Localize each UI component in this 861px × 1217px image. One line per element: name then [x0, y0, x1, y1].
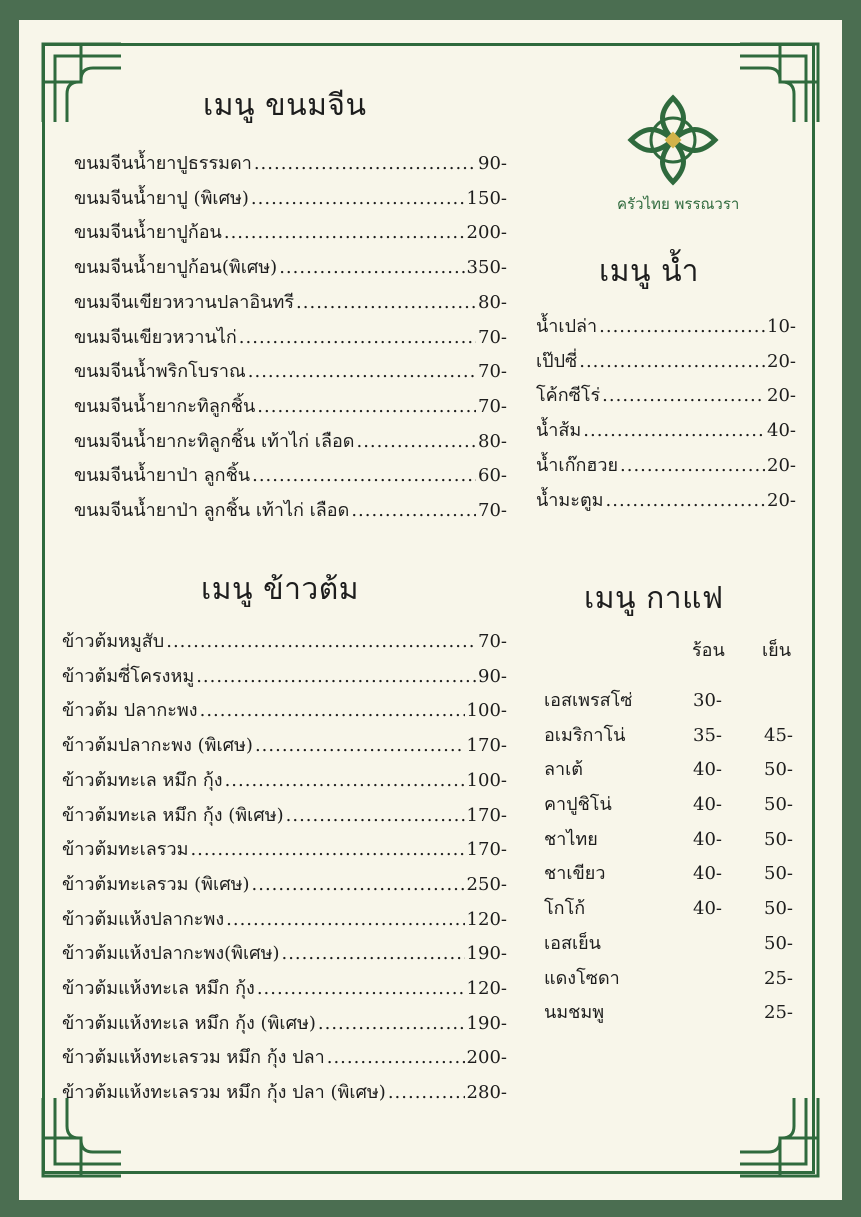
item-price: 20- [767, 454, 796, 476]
item-price: 10- [767, 316, 796, 337]
item-name: ขนมจีนน้ำยากะทิลูกชิ้น [74, 395, 256, 417]
item-price: 190- [466, 943, 507, 965]
coffee-name: ลาเต้ [544, 759, 583, 781]
dot-leader [599, 310, 765, 345]
coffee-cold-price: 50- [764, 828, 793, 850]
dot-leader [257, 972, 465, 1007]
item-price: 20- [767, 385, 796, 407]
item-price: 40- [767, 420, 796, 442]
coffee-name: เอสเพรสโซ่ [544, 690, 633, 711]
dot-leader [318, 1007, 465, 1042]
dot-leader [166, 625, 476, 660]
item-name: ข้าวต้มทะเล หมึก กุ้ง (พิเศษ) [62, 804, 284, 826]
coffee-cold-price: 50- [764, 898, 793, 920]
dot-leader [388, 1076, 465, 1111]
coffee-hot-price: 40- [693, 794, 722, 816]
item-price: 90- [478, 153, 507, 174]
item-price: 80- [478, 430, 507, 452]
corner-ornament-icon [41, 42, 123, 124]
coffee-name: เอสเย็น [544, 932, 601, 954]
item-name: น้ำเปล่า [536, 316, 598, 337]
coffee-name: คาปูชิโน่ [544, 794, 612, 816]
drink-item-row [536, 345, 796, 380]
item-price: 100- [466, 769, 507, 791]
menu-item-row [62, 694, 507, 729]
coffee-hot-price: 40- [693, 898, 722, 920]
item-price: 80- [478, 291, 507, 313]
khao-tom-list [62, 625, 507, 1111]
dot-leader [252, 459, 476, 494]
item-price: 70- [478, 631, 507, 652]
corner-ornament-icon [738, 42, 820, 124]
dot-leader [351, 494, 476, 529]
menu-item-row [74, 321, 507, 356]
menu-item-row [62, 833, 507, 868]
coffee-cold-price: 25- [764, 967, 793, 989]
item-price: 170- [466, 839, 507, 861]
dot-leader [606, 484, 766, 519]
coffee-hot-price: 40- [693, 828, 722, 850]
item-name: โค้กซีโร่ [536, 385, 601, 407]
coffee-name: นมชมพู [544, 1002, 605, 1024]
item-name: ขนมจีนน้ำยาปูธรรมดา [74, 153, 252, 174]
menu-item-row [62, 972, 507, 1007]
drinks-list [536, 310, 796, 518]
menu-item-row [62, 903, 507, 938]
item-price: 150- [466, 187, 507, 209]
khanom-jeen-title: เมนู ขนมจีน [203, 88, 367, 123]
dot-leader [583, 414, 765, 449]
item-name: น้ำส้ม [536, 420, 582, 442]
dot-leader [356, 425, 476, 460]
brand-logo [617, 94, 740, 216]
dot-leader [239, 321, 476, 356]
dot-leader [224, 216, 465, 251]
item-name: ขนมจีนเขียวหวานปลาอินทรี [74, 291, 295, 313]
drink-item-row [536, 379, 796, 414]
dot-leader [190, 833, 464, 868]
item-price: 350- [466, 257, 507, 279]
dot-leader [200, 694, 465, 729]
menu-item-row [62, 764, 507, 799]
coffee-name: โกโก้ [544, 898, 586, 920]
item-name: น้ำเก๊กฮวย [536, 454, 619, 476]
dot-leader [226, 903, 464, 938]
coffee-cold-price: 50- [764, 759, 793, 781]
menu-item-row [74, 459, 507, 494]
coffee-hot-header: ร้อน [692, 640, 725, 661]
item-name: ข้าวต้มแห้งทะเล หมึก กุ้ง (พิเศษ) [62, 1012, 316, 1034]
dot-leader [225, 764, 465, 799]
drink-item-row [536, 449, 796, 484]
menu-item-row [62, 729, 507, 764]
coffee-cold-price: 50- [764, 794, 793, 816]
item-price: 90- [478, 665, 507, 687]
item-price: 70- [478, 500, 507, 522]
coffee-cold-price: 45- [764, 724, 793, 746]
item-price: 170- [466, 735, 507, 757]
drinks-title: เมนู น้ำ [599, 254, 699, 289]
menu-item-row [62, 799, 507, 834]
dot-leader [602, 379, 765, 414]
coffee-cold-price: 50- [764, 932, 793, 954]
dot-leader [327, 1041, 465, 1076]
item-name: ข้าวต้มทะเล หมึก กุ้ง [62, 769, 223, 791]
item-name: ข้าวต้มแห้งทะเลรวม หมึก กุ้ง ปลา (พิเศษ) [62, 1082, 386, 1104]
item-price: 120- [466, 908, 507, 930]
coffee-hot-price: 40- [693, 759, 722, 781]
dot-leader [279, 251, 464, 286]
coffee-name: ชาเขียว [544, 863, 606, 885]
menu-item-row [62, 1007, 507, 1042]
dot-leader [248, 355, 476, 390]
menu-item-row [74, 216, 507, 251]
dot-leader [579, 345, 765, 380]
menu-item-row [74, 286, 507, 321]
khanom-jeen-list [74, 147, 507, 529]
item-price: 200- [466, 1047, 507, 1069]
brand-name: ครัวไทย พรรณวรา [617, 195, 740, 213]
menu-item-row [62, 625, 507, 660]
flower-knot-logo-icon [627, 94, 719, 186]
coffee-hot-price: 40- [693, 863, 722, 885]
dot-leader [255, 729, 465, 764]
dot-leader [296, 286, 476, 321]
coffee-name: ชาไทย [544, 828, 598, 850]
coffee-title: เมนู กาแฟ [584, 581, 724, 616]
coffee-name: แดงโซดา [544, 967, 620, 989]
item-price: 100- [466, 700, 507, 722]
item-price: 200- [466, 222, 507, 244]
drink-item-row [536, 310, 796, 345]
item-price: 190- [466, 1012, 507, 1034]
item-name: ขนมจีนน้ำพริกโบราณ [74, 361, 246, 383]
item-name: ขนมจีนน้ำยาป่า ลูกชิ้น [74, 465, 251, 487]
dot-leader [286, 799, 465, 834]
menu-item-row [62, 937, 507, 972]
dot-leader [257, 390, 476, 425]
item-name: ขนมจีนน้ำยาปู (พิเศษ) [74, 187, 249, 209]
item-name: ข้าวต้มปลากะพง (พิเศษ) [62, 735, 253, 757]
item-price: 170- [466, 804, 507, 826]
khao-tom-title: เมนู ข้าวต้ม [201, 572, 360, 607]
item-name: ข้าวต้มทะเลรวม [62, 839, 189, 861]
item-price: 70- [478, 361, 507, 383]
drink-item-row [536, 414, 796, 449]
menu-item-row [74, 251, 507, 286]
item-name: ข้าวต้มหมูสับ [62, 631, 165, 652]
item-name: ข้าวต้มแห้งทะเลรวม หมึก กุ้ง ปลา [62, 1047, 325, 1069]
menu-item-row [74, 182, 507, 217]
menu-item-row [74, 390, 507, 425]
item-name: ข้าวต้มแห้งปลากะพง [62, 908, 225, 930]
item-name: ขนมจีนเขียวหวานไก่ [74, 326, 237, 348]
item-name: ข้าวต้มแห้งทะเล หมึก กุ้ง [62, 978, 255, 1000]
item-name: ขนมจีนน้ำยากะทิลูกชิ้น เท้าไก่ เลือด [74, 430, 355, 452]
menu-item-row [74, 425, 507, 460]
dot-leader [281, 937, 464, 972]
menu-item-row [74, 355, 507, 390]
menu-item-row [62, 1076, 507, 1111]
item-name: ขนมจีนน้ำยาปูก้อน(พิเศษ) [74, 257, 278, 279]
item-name: ข้าวต้ม ปลากะพง [62, 700, 198, 722]
corner-ornament-icon [738, 1096, 820, 1178]
menu-item-row [74, 147, 507, 182]
item-price: 250- [466, 873, 507, 895]
item-price: 20- [767, 489, 796, 511]
coffee-cold-price: 50- [764, 863, 793, 885]
item-price: 70- [478, 395, 507, 417]
item-name: ข้าวต้มซี่โครงหมู [62, 665, 195, 687]
drink-item-row [536, 484, 796, 519]
coffee-hot-price: 30- [693, 690, 722, 711]
item-price: 120- [466, 978, 507, 1000]
coffee-cold-price: 25- [764, 1002, 793, 1024]
menu-item-row [74, 494, 507, 529]
coffee-name: อเมริกาโน่ [544, 724, 626, 746]
dot-leader [251, 182, 465, 217]
item-name: ข้าวต้มแห้งปลากะพง(พิเศษ) [62, 943, 280, 965]
dot-leader [620, 449, 765, 484]
coffee-hot-price: 35- [693, 724, 722, 746]
item-name: ข้าวต้มทะเลรวม (พิเศษ) [62, 873, 250, 895]
item-name: น้ำมะตูม [536, 489, 604, 511]
menu-page [19, 20, 842, 1200]
coffee-cold-header: เย็น [762, 640, 792, 661]
item-price: 280- [466, 1082, 507, 1104]
item-name: ขนมจีนน้ำยาป่า ลูกชิ้น เท้าไก่ เลือด [74, 500, 350, 522]
dot-leader [196, 660, 476, 695]
menu-item-row [62, 1041, 507, 1076]
item-name: ขนมจีนน้ำยาปูก้อน [74, 222, 222, 244]
menu-item-row [62, 660, 507, 695]
dot-leader [252, 868, 465, 903]
item-name: เป๊ปซี่ [536, 350, 578, 372]
item-price: 60- [478, 465, 507, 487]
item-price: 70- [478, 326, 507, 348]
dot-leader [254, 147, 476, 182]
item-price: 20- [767, 350, 796, 372]
menu-item-row [62, 868, 507, 903]
